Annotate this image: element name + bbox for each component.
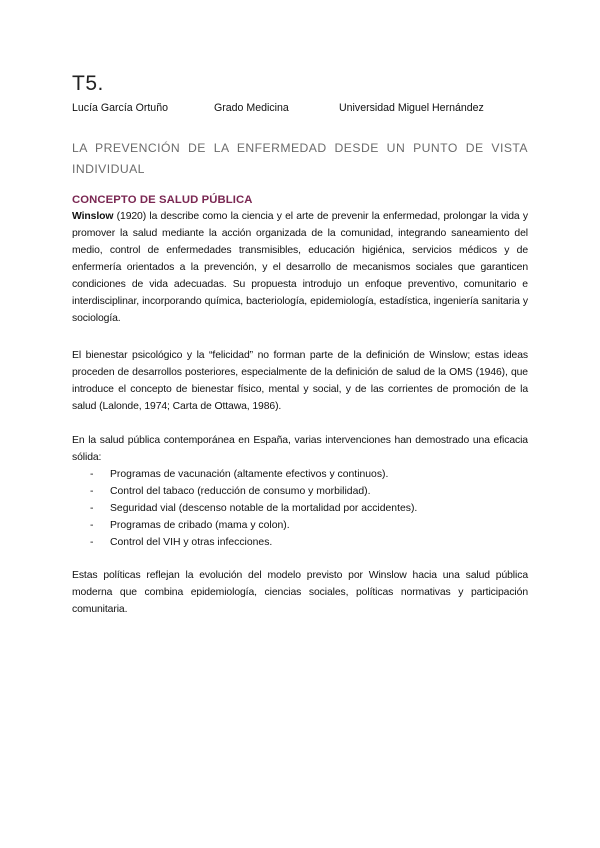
list-item: - Programas de vacunación (altamente efectivos y continuos). [90,466,417,483]
bullet-dash: - [90,503,94,514]
list-item: - Control del VIH y otras infecciones. [90,534,417,551]
interventions-list [90,466,417,551]
document-title: LA PREVENCIÓN DE LA ENFERMEDAD DESDE UN PUNTO DE VISTA INDIVIDUAL [72,141,528,176]
paragraph-bienestar: El bienestar psicológico y la “felicidad” no forman parte de la definición de Winslow; estas ideas proceden de desarrollos posteriores, especialmente de la definición de salud de la OMS (1946), que introduce el concepto de bienestar físico, mental y social, y de las corrientes de promoción de la salud (Lalonde, 1974; Carta de Ottawa, 1986). [72,350,528,412]
paragraph-winslow [72,208,528,327]
paragraph-winslow-text: (1920) la describe como la ciencia y el arte de prevenir la enfermedad, prolongar la vida y promover la salud mediante la acción organizada de la comunidad, integrando saneamiento del medio, control de enfermedades transmisibles, educación higiénica, servicios médicos y de enfermería orientados a la prevención, y el desarrollo de mecanismos sociales que garanticen condiciones de vida adecuadas. Su propuesta introdujo un enfoque preventivo, comunitario e interdisciplinar, incorporando química, bacteriología, epidemiología, estadística, ingeniería sanitaria y sociología. [72,211,528,324]
bullet-dash: - [90,469,94,480]
university-name: Universidad Miguel Hernández [339,102,484,114]
winslow-lead: Winslow [72,211,114,222]
list-item: - Seguridad vial (descenso notable de la mortalidad por accidentes). [90,500,417,517]
document-code: T5. [72,72,104,95]
bullet-dash: - [90,486,94,497]
bullet-dash: - [90,520,94,531]
list-item: - Programas de cribado (mama y colon). [90,517,417,534]
paragraph-conclusion: Estas políticas reflejan la evolución del modelo previsto por Winslow hacia una salud pública moderna que combina epidemiología, ciencias sociales, políticas normativas y participación comunitaria. [72,570,528,615]
author-name: Lucía García Ortuño [72,102,168,114]
section-heading: CONCEPTO DE SALUD PÚBLICA [72,194,253,206]
paragraph-intervenciones: En la salud pública contemporánea en España, varias intervenciones han demostrado una eficacia sólida: [72,435,528,463]
list-item: - Control del tabaco (reducción de consumo y morbilidad). [90,483,417,500]
bullet-dash: - [90,537,94,548]
degree-name: Grado Medicina [214,102,289,114]
